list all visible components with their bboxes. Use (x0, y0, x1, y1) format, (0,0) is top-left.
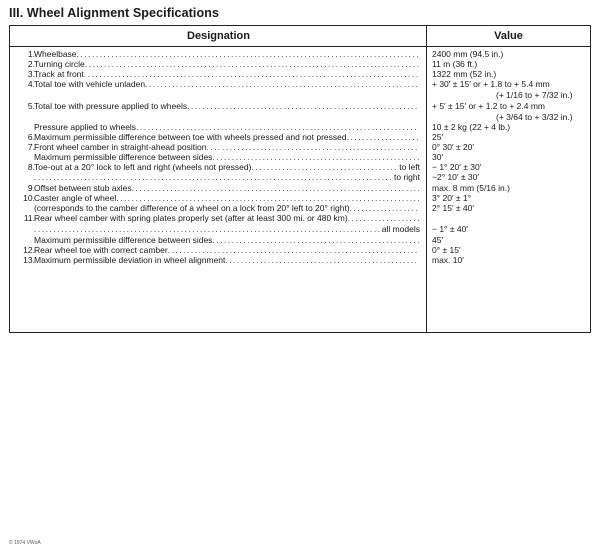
designation-header: Designation (187, 30, 250, 42)
row-designation (34, 183, 420, 193)
designation-text: Maximum permissible deviation in wheel alignment (34, 255, 226, 265)
dot-leader (350, 203, 419, 213)
row-number: 2. (27, 59, 35, 69)
row-value: (+ 3/64 to + 3/32 in.) (496, 112, 573, 122)
designation-text: Rear wheel toe with correct camber (34, 245, 168, 255)
row-value: 2400 mm (94.5 in.) (432, 49, 504, 59)
table-header (10, 26, 590, 47)
row-number: 6. (27, 132, 35, 142)
row-number: 3. (27, 69, 35, 79)
designation-text: Offset between stub axles (34, 183, 132, 193)
row-value: − 1° ± 40′ (432, 224, 468, 234)
row-designation (34, 90, 420, 100)
row-value: 11 m (36 ft.) (432, 59, 478, 69)
table-row (10, 245, 590, 255)
row-value: 25′ (432, 132, 444, 142)
row-value: 3° 20′ ± 1° (432, 193, 472, 203)
row-designation (34, 235, 420, 245)
row-number: 10. (23, 193, 35, 203)
row-value: −2° 10′ ± 30′ (432, 172, 479, 182)
dot-leader (187, 101, 419, 111)
table-row (10, 224, 590, 234)
row-number: 5. (27, 101, 35, 111)
row-designation (34, 132, 420, 142)
row-designation (34, 245, 420, 255)
row-number: 9. (27, 183, 35, 193)
table-row (10, 172, 590, 182)
row-value: max. 8 mm (5/16 in.) (432, 183, 510, 193)
dot-leader (77, 49, 419, 59)
designation-text: Maximum permissible difference between sides (34, 152, 213, 162)
row-designation (34, 162, 420, 172)
table-row (10, 213, 590, 223)
row-number: 12. (23, 245, 35, 255)
row-designation (34, 203, 420, 213)
row-value: − 1° 20′ ± 30′ (432, 162, 482, 172)
row-value: + 5′ ± 15′ or + 1.2 to + 2.4 mm (432, 101, 545, 111)
designation-text: (corresponds to the camber difference of a wheel on a lock from 20° left to 20° right) (34, 203, 350, 213)
designation-text: Rear wheel camber with spring plates properly set (after at least 300 mi. or 480 km) (34, 213, 348, 223)
row-designation (34, 49, 420, 59)
row-designation (34, 122, 420, 132)
table-row (10, 152, 590, 162)
dot-leader (212, 235, 419, 245)
dot-leader (251, 162, 398, 172)
dot-leader (347, 132, 419, 142)
row-number: 4. (27, 79, 35, 89)
dot-leader (145, 79, 419, 89)
row-designation (34, 69, 420, 79)
row-value: 45′ (432, 235, 444, 245)
row-designation (34, 59, 420, 69)
table-row (10, 162, 590, 172)
table-row (10, 59, 590, 69)
table-row (10, 193, 590, 203)
table-row (10, 90, 590, 100)
row-designation (34, 172, 420, 182)
designation-text: Toe-out at a 20° lock to left and right (wheels not pressed) (34, 162, 252, 172)
dot-leader (84, 69, 419, 79)
row-designation (34, 213, 420, 223)
row-designation (34, 112, 420, 122)
row-designation (34, 79, 420, 89)
dot-leader (34, 224, 381, 234)
designation-text: Front wheel camber in straight-ahead position (34, 142, 207, 152)
designation-text: Total toe with pressure applied to wheels (34, 101, 188, 111)
dot-leader (34, 172, 393, 182)
dot-leader (116, 193, 419, 203)
row-designation (34, 101, 420, 111)
specifications-table (9, 25, 591, 333)
row-number: 7. (27, 142, 35, 152)
designation-qualifier: to right (394, 172, 420, 182)
designation-text: Pressure applied to wheels (34, 122, 137, 132)
dot-leader (168, 245, 419, 255)
row-number: 8. (27, 162, 35, 172)
row-designation (34, 193, 420, 203)
row-number: 13. (23, 255, 35, 265)
table-row (10, 79, 590, 89)
row-designation (34, 142, 420, 152)
row-designation (34, 152, 420, 162)
designation-text: Wheelbase (34, 49, 77, 59)
table-row (10, 235, 590, 245)
table-row (10, 112, 590, 122)
row-value: 2° 15′ ± 40′ (432, 203, 474, 213)
dot-leader (132, 183, 419, 193)
table-body (10, 49, 590, 332)
row-value: 0° ± 15′ (432, 245, 461, 255)
table-row (10, 255, 590, 265)
designation-text: Caster angle of wheel (34, 193, 117, 203)
table-row (10, 122, 590, 132)
page-title: III. Wheel Alignment Specifications (9, 6, 220, 20)
row-designation (34, 224, 420, 234)
table-row (10, 49, 590, 59)
designation-qualifier: all models (381, 224, 420, 234)
row-value: (+ 1/16 to + 7/32 in.) (496, 90, 573, 100)
table-row (10, 142, 590, 152)
row-value: + 30′ ± 15′ or + 1.8 to + 5.4 mm (432, 79, 550, 89)
designation-text: Maximum permissible difference between sides (34, 235, 213, 245)
value-header: Value (494, 30, 523, 42)
dot-leader (85, 59, 419, 69)
designation-text: Maximum permissible difference between toe with wheels pressed and not pressed (34, 132, 347, 142)
designation-text: Track at front (34, 69, 84, 79)
row-value: 0° 30′ ± 20′ (432, 142, 474, 152)
table-row (10, 69, 590, 79)
dot-leader (348, 213, 419, 223)
table-row (10, 101, 590, 111)
designation-text: Turning circle (34, 59, 85, 69)
copyright-footer: © 1974 VWoA (9, 540, 41, 546)
dot-leader (206, 142, 419, 152)
table-row (10, 203, 590, 213)
row-value: 10 ± 2 kg (22 + 4 lb.) (432, 122, 511, 132)
table-row (10, 132, 590, 142)
designation-qualifier: to left (399, 162, 420, 172)
dot-leader (136, 122, 419, 132)
row-value: 30′ (432, 152, 444, 162)
table-row (10, 183, 590, 193)
row-designation (34, 255, 420, 265)
row-number: 11. (23, 213, 35, 223)
row-value: 1322 mm (52 in.) (432, 69, 497, 79)
designation-text: Total toe with vehicle unladen (34, 79, 146, 89)
dot-leader (225, 255, 419, 265)
row-number: 1. (27, 49, 35, 59)
row-value: max. 10′ (432, 255, 464, 265)
dot-leader (212, 152, 419, 162)
